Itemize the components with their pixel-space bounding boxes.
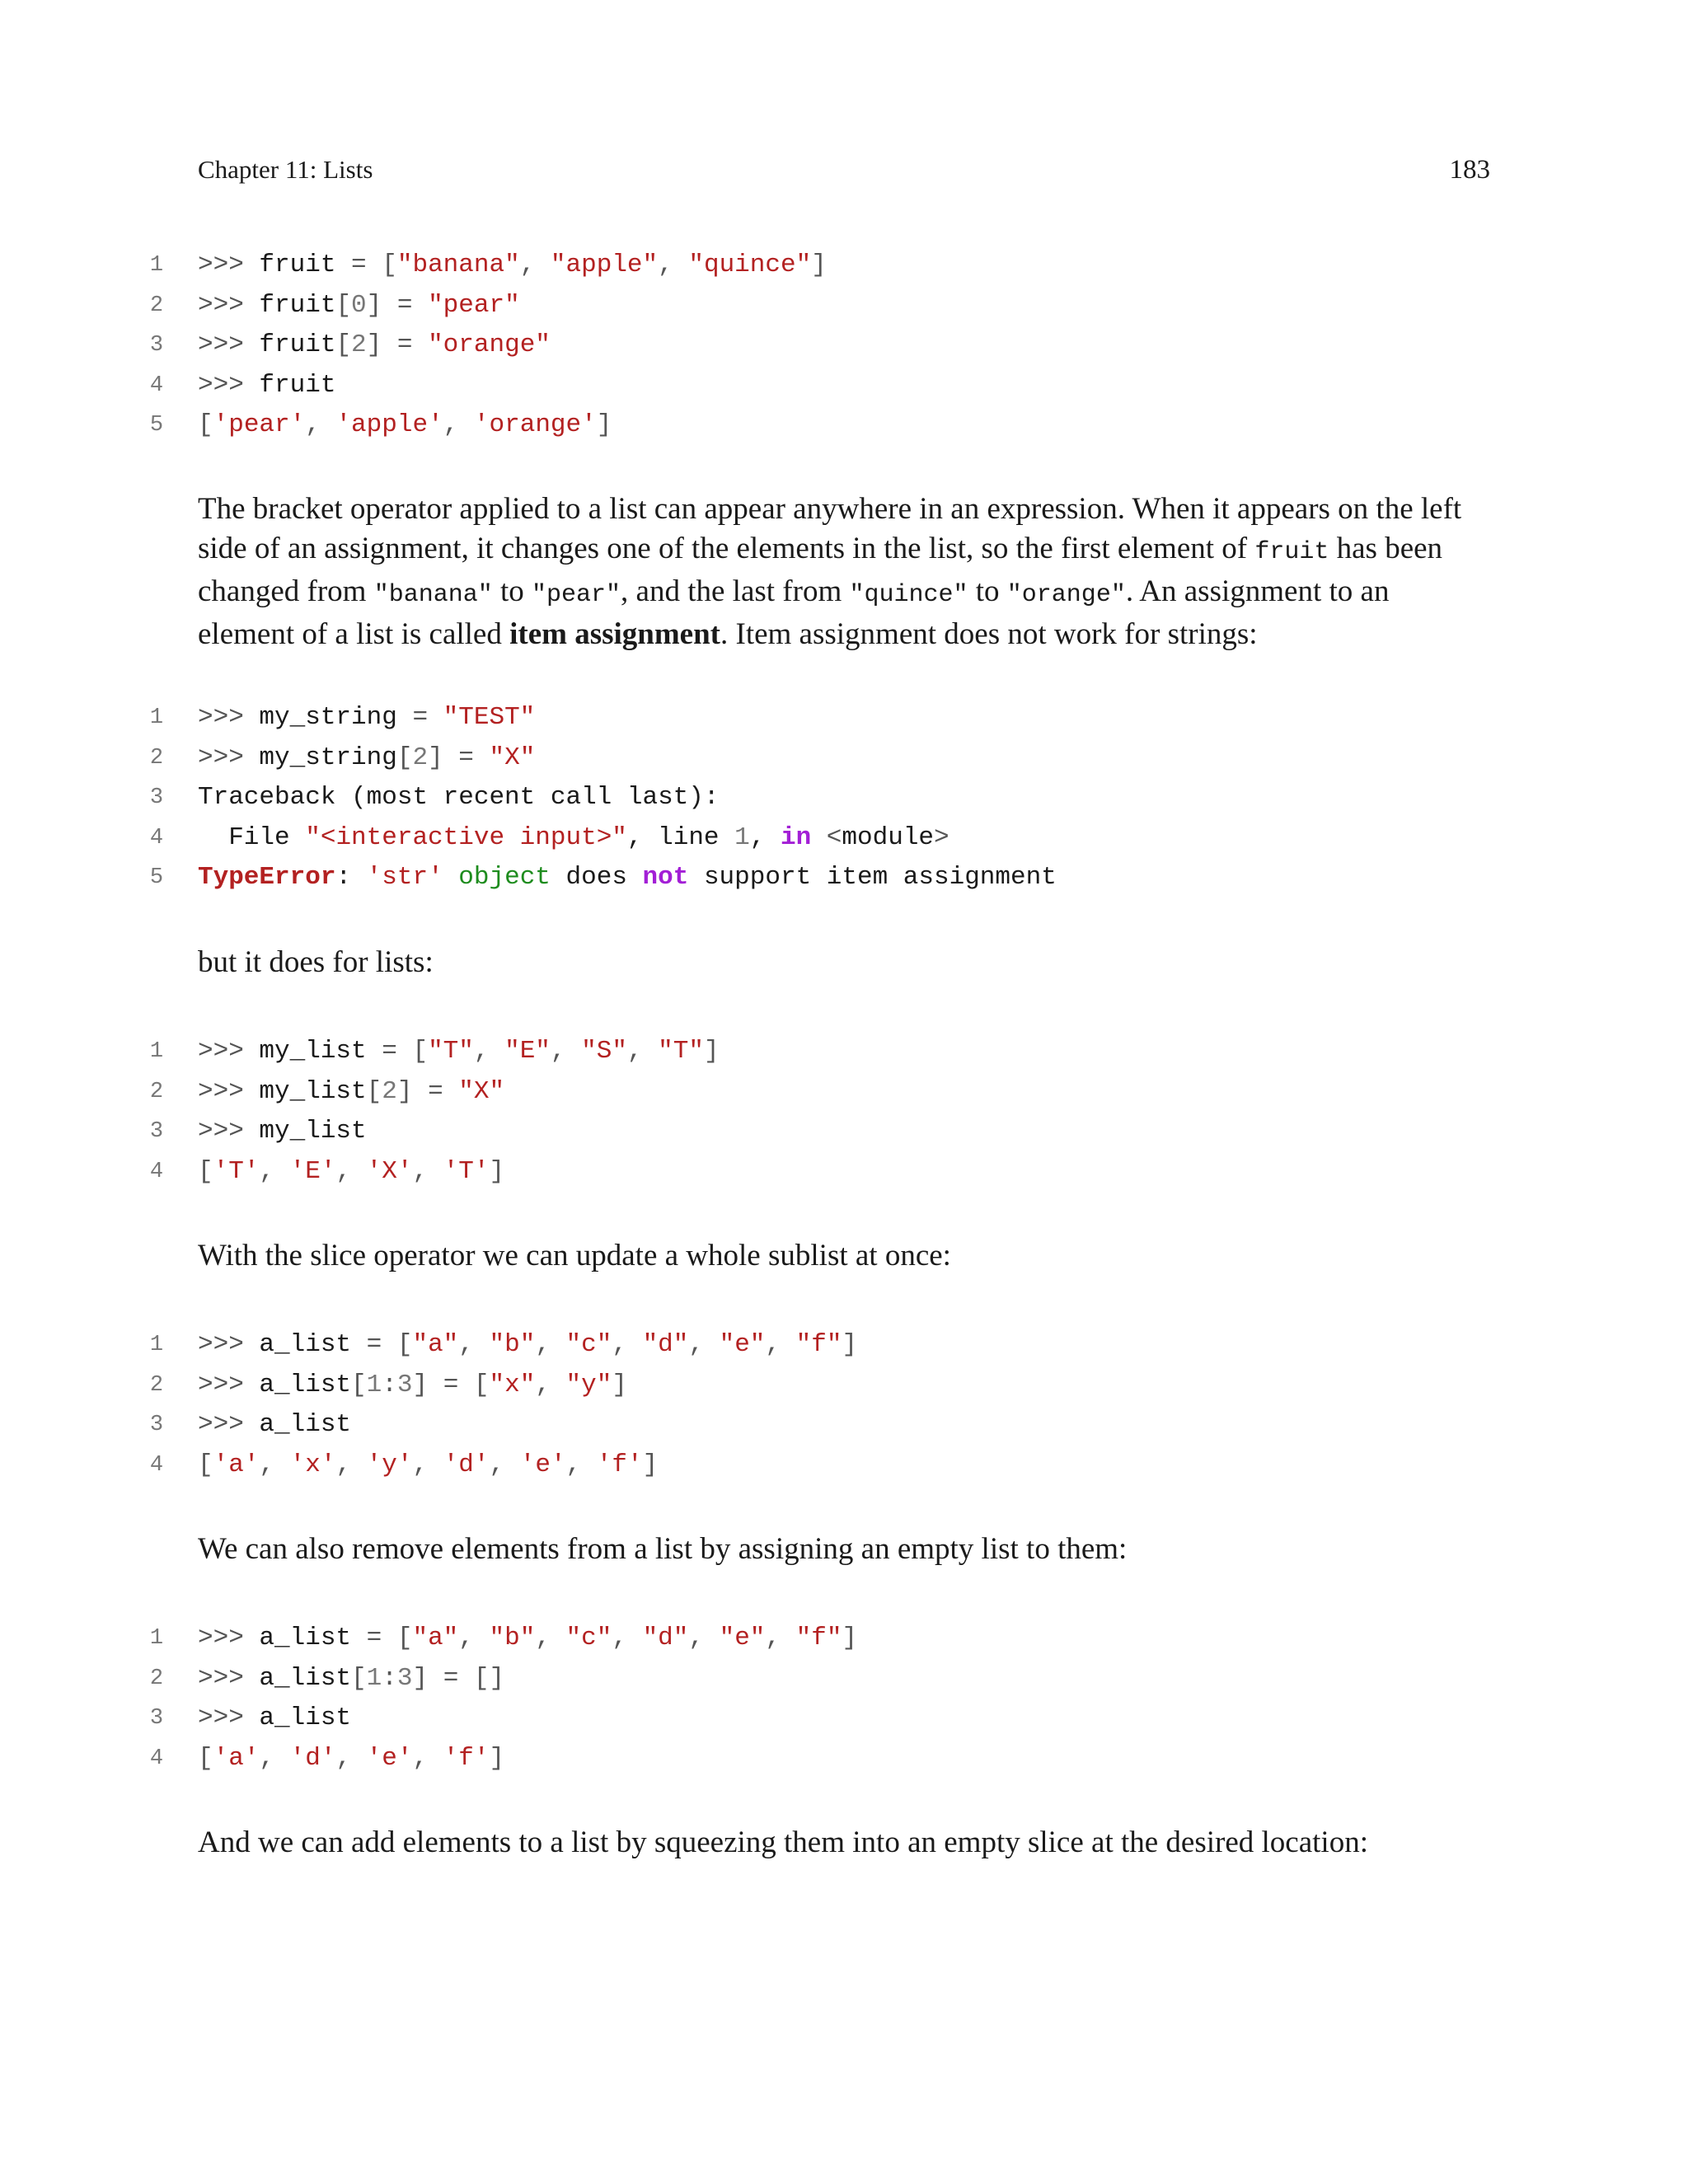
line-number: 4 — [149, 1452, 164, 1478]
code-text: Traceback (most recent call last): — [198, 783, 720, 812]
code-punctuation: , — [259, 1450, 290, 1479]
bold-term: item assignment — [509, 617, 720, 651]
code-punctuation: >>> — [198, 743, 260, 772]
code-number: 2 — [351, 330, 367, 359]
code-string: "a" — [412, 1330, 459, 1359]
code-string: 'd' — [289, 1743, 336, 1773]
code-punctuation: , — [519, 251, 551, 279]
code-punctuation: [ — [335, 290, 352, 320]
line-number: 1 — [149, 1039, 164, 1064]
paragraph-add-elements: And we can add elements to a list by squeezing them into an empty slice at the desired location: — [198, 1825, 1368, 1859]
code-text: a_list — [259, 1410, 352, 1439]
code-text — [198, 326, 551, 366]
line-number: 1 — [149, 705, 164, 730]
code-text — [198, 1366, 627, 1406]
code-line — [0, 738, 1688, 779]
inline-code: "orange" — [1006, 581, 1126, 609]
code-text: , — [749, 823, 781, 852]
code-punctuation: ] — [842, 1330, 858, 1359]
code-line — [0, 1619, 1688, 1659]
code-string: "b" — [489, 1330, 536, 1359]
code-punctuation: , — [443, 410, 474, 439]
code-punctuation: , — [412, 1450, 443, 1479]
code-number: 1 — [366, 1370, 382, 1399]
code-text: fruit — [259, 290, 336, 320]
code-punctuation: , — [458, 1624, 490, 1652]
line-number: 3 — [149, 333, 164, 358]
code-text — [198, 698, 535, 738]
code-punctuation: >>> — [198, 370, 260, 400]
line-number: 3 — [149, 1119, 164, 1144]
code-punctuation: [ — [335, 330, 352, 359]
code-punctuation: , — [259, 1156, 290, 1186]
code-string: "apple" — [550, 251, 659, 279]
code-punctuation: ] = [ — [412, 1370, 490, 1399]
code-string: "d" — [642, 1330, 689, 1359]
code-punctuation: ] — [642, 1450, 659, 1479]
code-text — [198, 818, 950, 859]
code-punctuation: = — [412, 703, 443, 732]
code-text: my_list — [259, 1037, 382, 1066]
code-block-string-error — [0, 698, 1688, 898]
code-punctuation: , — [412, 1743, 443, 1773]
code-punctuation: , — [612, 1330, 643, 1359]
code-punctuation: , — [565, 1450, 597, 1479]
code-string: 'y' — [366, 1450, 413, 1479]
code-punctuation: ] — [489, 1156, 505, 1186]
code-punctuation: , — [335, 1156, 367, 1186]
paragraph-text: to — [492, 574, 532, 608]
line-number: 3 — [149, 1413, 164, 1437]
paragraph-item-assignment — [198, 490, 1490, 654]
paragraph-remove-elements: We can also remove elements from a list by assigning an empty list to them: — [198, 1532, 1128, 1566]
code-punctuation: >>> — [198, 703, 260, 732]
code-string: "<interactive input>" — [305, 823, 627, 852]
code-builtin: object — [458, 863, 551, 892]
code-keyword: in — [780, 823, 812, 852]
code-punctuation: ] — [842, 1624, 858, 1652]
code-punctuation: , — [688, 1330, 720, 1359]
code-string: "T" — [658, 1037, 704, 1066]
line-number: 3 — [149, 1706, 164, 1731]
code-number: 0 — [351, 290, 367, 320]
code-line — [0, 405, 1688, 446]
line-number: 5 — [149, 865, 164, 890]
code-punctuation: [ — [351, 1370, 367, 1399]
code-text — [198, 1152, 504, 1193]
code-number: 3 — [396, 1370, 413, 1399]
code-text — [198, 1739, 504, 1779]
code-line — [0, 1366, 1688, 1406]
code-string: "X" — [489, 743, 536, 772]
code-punctuation: , — [412, 1156, 443, 1186]
code-line — [0, 818, 1688, 859]
code-punctuation: = [ — [366, 1624, 413, 1652]
code-block-fruit — [0, 246, 1688, 446]
code-string: 'pear' — [213, 410, 306, 439]
code-line — [0, 1405, 1688, 1446]
code-string: 'x' — [289, 1450, 336, 1479]
code-line — [0, 1325, 1688, 1366]
code-punctuation: , — [535, 1624, 566, 1652]
code-text — [198, 1032, 720, 1072]
code-punctuation: , — [335, 1743, 367, 1773]
code-text: a_list — [259, 1663, 352, 1693]
code-string: "X" — [458, 1076, 505, 1106]
code-string: "e" — [719, 1624, 766, 1652]
code-text — [198, 405, 612, 446]
code-punctuation: : — [382, 1663, 397, 1693]
code-text: my_list — [259, 1117, 367, 1146]
code-text: fruit — [259, 370, 336, 400]
code-string: "quince" — [688, 251, 812, 279]
code-punctuation: [ — [198, 1450, 213, 1479]
code-punctuation: , — [612, 1624, 643, 1652]
code-punctuation: , — [473, 1037, 505, 1066]
code-text: fruit — [259, 251, 352, 279]
inline-code: "pear" — [532, 581, 621, 609]
code-punctuation: , — [550, 1037, 582, 1066]
code-text: , line — [626, 823, 735, 852]
code-punctuation: ] = — [366, 290, 429, 320]
line-number: 4 — [149, 373, 164, 398]
code-string: "banana" — [396, 251, 520, 279]
code-punctuation: , — [259, 1743, 290, 1773]
code-punctuation: < — [826, 823, 842, 852]
code-line — [0, 326, 1688, 366]
code-punctuation: >>> — [198, 1076, 260, 1106]
code-text: does — [550, 863, 643, 892]
code-punctuation: [ — [198, 1156, 213, 1186]
code-text: fruit — [259, 330, 336, 359]
code-string: "y" — [565, 1370, 612, 1399]
code-punctuation: , — [535, 1370, 566, 1399]
line-number: 1 — [149, 1333, 164, 1357]
code-string: "f" — [795, 1624, 842, 1652]
code-punctuation: >>> — [198, 1663, 260, 1693]
code-text: module — [842, 823, 935, 852]
code-punctuation: : — [382, 1370, 397, 1399]
code-line — [0, 1112, 1688, 1152]
code-block-slice-remove — [0, 1619, 1688, 1779]
paragraph-slice-update: With the slice operator we can update a whole sublist at once: — [198, 1239, 951, 1272]
code-number: 2 — [412, 743, 429, 772]
code-line — [0, 286, 1688, 326]
code-string: 'a' — [213, 1743, 260, 1773]
paragraph-text: . An assignment to an element of a list is called — [198, 574, 1390, 651]
line-number: 2 — [149, 1079, 164, 1104]
code-string: "b" — [489, 1624, 536, 1652]
paragraph-text: has been changed from — [198, 532, 1443, 608]
code-block-my-list — [0, 1032, 1688, 1192]
line-number: 1 — [149, 253, 164, 278]
code-punctuation: = [ — [351, 251, 397, 279]
code-text: support item assignment — [688, 863, 1057, 892]
code-keyword: not — [642, 863, 689, 892]
code-punctuation: ] = — [366, 330, 429, 359]
line-number: 4 — [149, 1159, 164, 1184]
code-string: "T" — [428, 1037, 474, 1066]
code-string: 'e' — [366, 1743, 413, 1773]
code-punctuation: , — [458, 1330, 490, 1359]
code-number: 3 — [396, 1663, 413, 1693]
page-header — [198, 155, 1490, 191]
code-line — [0, 366, 1688, 406]
code-string: 'e' — [519, 1450, 566, 1479]
code-line — [0, 858, 1688, 898]
code-string: 'str' — [366, 863, 443, 892]
code-punctuation: >>> — [198, 330, 260, 359]
code-text — [198, 778, 720, 818]
code-block-slice-update — [0, 1325, 1688, 1485]
code-text — [198, 858, 1057, 898]
code-line — [0, 1152, 1688, 1193]
paragraph-text: , and the last from — [621, 574, 850, 608]
code-line — [0, 778, 1688, 818]
code-punctuation: >>> — [198, 1037, 260, 1066]
code-punctuation: [ — [198, 1743, 213, 1773]
code-line — [0, 1072, 1688, 1113]
code-string: "S" — [581, 1037, 627, 1066]
code-string: 'd' — [443, 1450, 490, 1479]
code-punctuation: = [ — [366, 1330, 413, 1359]
line-number: 2 — [149, 293, 164, 318]
line-number: 4 — [149, 1746, 164, 1771]
code-string: "a" — [412, 1624, 459, 1652]
code-punctuation: [ — [198, 410, 213, 439]
paragraph-lists-intro: but it does for lists: — [198, 945, 434, 979]
code-string: 'a' — [213, 1450, 260, 1479]
code-text — [198, 738, 535, 779]
code-text: a_list — [259, 1624, 367, 1652]
code-string: "x" — [489, 1370, 536, 1399]
code-text — [198, 246, 827, 286]
code-text — [198, 1112, 367, 1152]
code-text — [198, 1619, 857, 1659]
code-string: "TEST" — [443, 703, 536, 732]
line-number: 5 — [149, 413, 164, 438]
code-punctuation: = [ — [382, 1037, 429, 1066]
paragraph-text: . Item assignment does not work for strings: — [720, 617, 1258, 651]
code-punctuation: , — [305, 410, 336, 439]
code-punctuation: , — [335, 1450, 367, 1479]
code-punctuation: > — [934, 823, 950, 852]
code-text: : — [335, 863, 367, 892]
code-string: 'X' — [366, 1156, 413, 1186]
code-text: a_list — [259, 1370, 352, 1399]
code-text — [811, 823, 827, 852]
code-punctuation: ] = [] — [412, 1663, 505, 1693]
page-number: 183 — [1449, 155, 1490, 185]
code-punctuation: >>> — [198, 1330, 260, 1359]
code-string: "e" — [719, 1330, 766, 1359]
code-text: my_string — [259, 743, 397, 772]
line-number: 3 — [149, 785, 164, 810]
line-number: 2 — [149, 1372, 164, 1398]
inline-code: "banana" — [373, 581, 493, 609]
code-punctuation: >>> — [198, 1410, 260, 1439]
chapter-title: Chapter 11: Lists — [198, 155, 373, 184]
code-string: 'T' — [213, 1156, 260, 1186]
code-text: a_list — [259, 1704, 352, 1732]
code-punctuation: [ — [366, 1076, 382, 1106]
code-punctuation: ] — [811, 251, 827, 279]
code-string: 'E' — [289, 1156, 336, 1186]
paragraph-text: The bracket operator applied to a list can appear anywhere in an expression. When it appears on the left side of an assignment, it changes one of the elements in the list, so the first element of — [198, 492, 1462, 565]
code-string: "d" — [642, 1624, 689, 1652]
code-punctuation: >>> — [198, 1624, 260, 1652]
code-exception: TypeError — [198, 863, 336, 892]
code-text — [198, 1659, 504, 1699]
line-number: 2 — [149, 1666, 164, 1691]
code-punctuation: ] — [596, 410, 612, 439]
code-punctuation: ] — [489, 1743, 505, 1773]
code-punctuation: ] — [703, 1037, 720, 1066]
code-punctuation: >>> — [198, 1370, 260, 1399]
code-punctuation: [ — [396, 743, 413, 772]
code-punctuation: , — [658, 251, 689, 279]
code-string: "E" — [504, 1037, 551, 1066]
line-number: 4 — [149, 825, 164, 851]
code-text — [198, 1699, 351, 1739]
code-punctuation: , — [765, 1330, 796, 1359]
code-string: "c" — [565, 1330, 612, 1359]
code-text — [198, 1325, 857, 1366]
code-text: my_string — [259, 703, 413, 732]
code-number: 1 — [366, 1663, 382, 1693]
code-line — [0, 1446, 1688, 1486]
code-punctuation: >>> — [198, 251, 260, 279]
code-string: 'f' — [596, 1450, 643, 1479]
code-string: 'orange' — [473, 410, 597, 439]
code-string: 'T' — [443, 1156, 490, 1186]
code-text: my_list — [259, 1076, 367, 1106]
code-text: File — [198, 823, 306, 852]
code-line — [0, 1659, 1688, 1699]
code-line — [0, 698, 1688, 738]
code-punctuation: [ — [351, 1663, 367, 1693]
inline-code: fruit — [1254, 538, 1329, 566]
code-string: 'f' — [443, 1743, 490, 1773]
line-number: 1 — [149, 1626, 164, 1651]
code-punctuation: ] — [612, 1370, 627, 1399]
code-line — [0, 1032, 1688, 1072]
code-number: 2 — [382, 1076, 397, 1106]
paragraph-text: to — [968, 574, 1007, 608]
code-string: "orange" — [428, 330, 551, 359]
code-punctuation: >>> — [198, 1704, 260, 1732]
code-text — [198, 1446, 658, 1486]
code-text — [443, 863, 459, 892]
code-text — [198, 1072, 504, 1113]
code-text — [198, 286, 520, 326]
code-string: 'apple' — [335, 410, 443, 439]
code-punctuation: ] = — [428, 743, 490, 772]
code-text: a_list — [259, 1330, 367, 1359]
code-line — [0, 246, 1688, 286]
code-punctuation: , — [489, 1450, 520, 1479]
code-line — [0, 1699, 1688, 1739]
code-punctuation: >>> — [198, 1117, 260, 1146]
code-punctuation: ] = — [396, 1076, 459, 1106]
code-punctuation: , — [765, 1624, 796, 1652]
code-line — [0, 1739, 1688, 1779]
code-punctuation: , — [688, 1624, 720, 1652]
code-string: "f" — [795, 1330, 842, 1359]
line-number: 2 — [149, 745, 164, 771]
inline-code: "quince" — [849, 581, 968, 609]
code-punctuation: , — [626, 1037, 659, 1066]
code-text — [198, 1405, 351, 1446]
code-number: 1 — [734, 823, 750, 852]
code-punctuation: >>> — [198, 290, 260, 320]
code-punctuation: , — [535, 1330, 566, 1359]
code-string: "pear" — [428, 290, 520, 320]
code-text — [198, 366, 335, 406]
code-string: "c" — [565, 1624, 612, 1652]
